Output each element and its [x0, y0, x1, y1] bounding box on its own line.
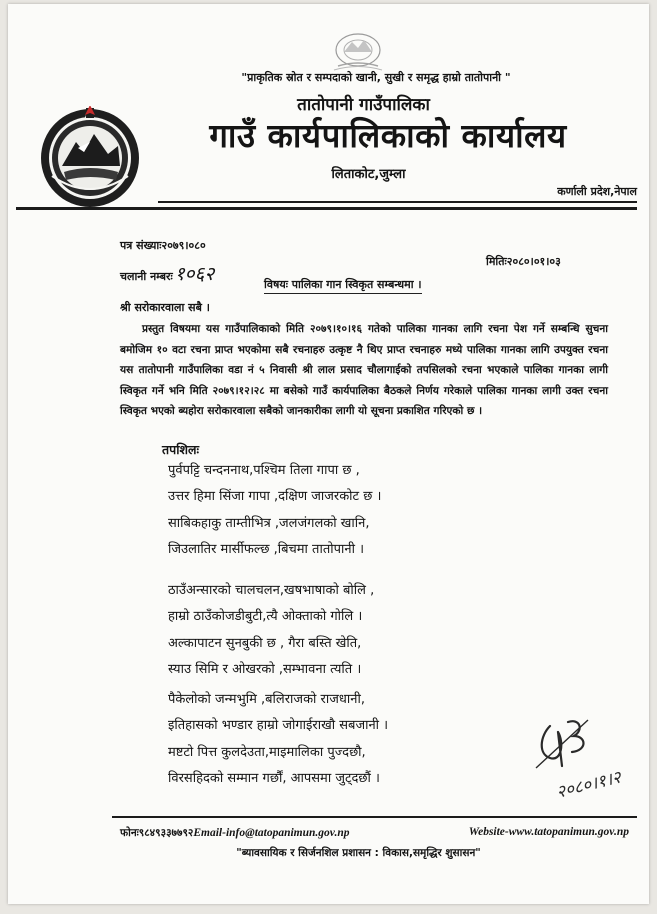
municipality-name: तातोपानी गाउँपालिका [297, 95, 430, 115]
email-address[interactable]: Email-info@tatopanimun.gov.np [193, 827, 350, 839]
office-location: लिताकोट,जुम्ला [331, 167, 406, 182]
phone-number: फोनः९८४९३३७७९२ [120, 827, 194, 839]
verse-line: इतिहासको भण्डार हाम्रो जोगाईराखौ सबजानी । [168, 718, 389, 734]
header-divider-thick [16, 207, 637, 210]
verse-line: स्याउ सिमि र ओखरको ,सम्भावना त्यति । [168, 661, 362, 677]
verse-line: हाम्रो ठाउँकोजडीबुटी,त्यै ओक्ताको गोलि । [168, 609, 363, 625]
anthem-verse-2 [168, 578, 528, 683]
verse-line: जिउलातिर मार्सीफल्छ ,बिचमा तातोपानी । [168, 541, 365, 557]
header-divider-thin [158, 201, 637, 203]
letter-subject: विषयः पालिका गान स्विकृत सम्बन्धमा । [264, 277, 422, 294]
dispatch-number [120, 260, 214, 286]
details-heading: तपशिलः [162, 442, 199, 457]
letter-body: प्रस्तुत विषयमा यस गाउँपालिकाको मिति २०७९।१०।१६ गतेको पालिका गानका लागि रचना पेश गर्ने सम्बन्धि सुचना बमोजिम १० वटा रचना प्राप्त भएकोमा सबै रचनाहरु उत्कृष्ट नै थिए प्राप्त रचनाहरु मध्ये पालिका गानका लागि उपयुक्त रचना यस तातोपानी गाउँपालिका वडा नं ५ निवासी श्री लाल प्रसाद चौलागाईको तपसिलको रचना भएकाले पालिका गानका लागी स्विकृत गर्ने भनि मिति २०७९।१२।२८ मा बसेको गाउँ कार्यपालिका बैठकले निर्णय गरेकाले पालिका गानका लागी उक्त रचना स्विकृत भएको ब्यहोरा सरोकारवाला सबैको जानकारीका लागी यो सूचना प्रकाशित गरिएको छ । [120, 323, 608, 418]
dispatch-value: १०६२ [174, 263, 215, 285]
salutation: श्री सरोकारवाला सबै । [120, 301, 210, 314]
verse-line: पैकेलोको जन्मभुमि ,बलिराजको राजधानी, [168, 692, 365, 707]
anthem-verse-3 [168, 687, 528, 792]
signature-date: २०८०।१।२ [554, 767, 624, 803]
verse-line: ठाउँअन्सारको चालचलन,खषभाषाको बोलि , [168, 583, 375, 598]
letter-date: मितिः२०८०।०१।०३ [486, 255, 561, 268]
office-title: गाउँ कार्यपालिकाको कार्यालय [209, 116, 567, 155]
contact-info [120, 826, 350, 840]
dispatch-label: चलानी नम्बरः [120, 270, 173, 283]
verse-line: पुर्वपट्टि चन्दननाथ,पश्चिम तिला गापा छ , [168, 463, 360, 478]
footer-divider [112, 816, 637, 818]
signature-icon [528, 706, 648, 816]
verse-line: मष्टटो पित्त कुलदेउता,माइमालिका पुज्दछौ, [168, 744, 366, 760]
top-motto: "प्राकृतिक स्रोत र सम्पदाको खानी, सुखी र समृद्ध हाम्रो तातोपानी " [241, 71, 511, 84]
national-emblem-icon [308, 30, 408, 74]
municipality-seal-icon [38, 106, 142, 210]
website-link[interactable]: Website-www.tatopanimun.gov.np [468, 826, 629, 838]
reference-number: पत्र संख्याः२०७९।०८० [120, 239, 206, 252]
verse-line: साबिकहाकु ताम्तीभित्र ,जलजंगलको खानि, [168, 515, 370, 531]
letter-page [8, 4, 649, 904]
province: कर्णाली प्रदेश,नेपाल [557, 185, 637, 198]
verse-line: उत्तर हिमा सिंजा गापा ,दक्षिण जाजरकोट छ । [168, 489, 382, 505]
verse-line: अल्कापाटन सुनबुकी छ , गैरा बस्ति खेति, [168, 635, 362, 651]
anthem-verse-1 [168, 458, 528, 563]
verse-line: विरसहिदको सम्मान गर्छौं, आपसमा जुट्दछौं । [168, 770, 380, 786]
bottom-motto: "ब्यावसायिक र सिर्जनशिल प्रशासन : विकास,समृद्धिर शुसासन" [236, 847, 481, 859]
